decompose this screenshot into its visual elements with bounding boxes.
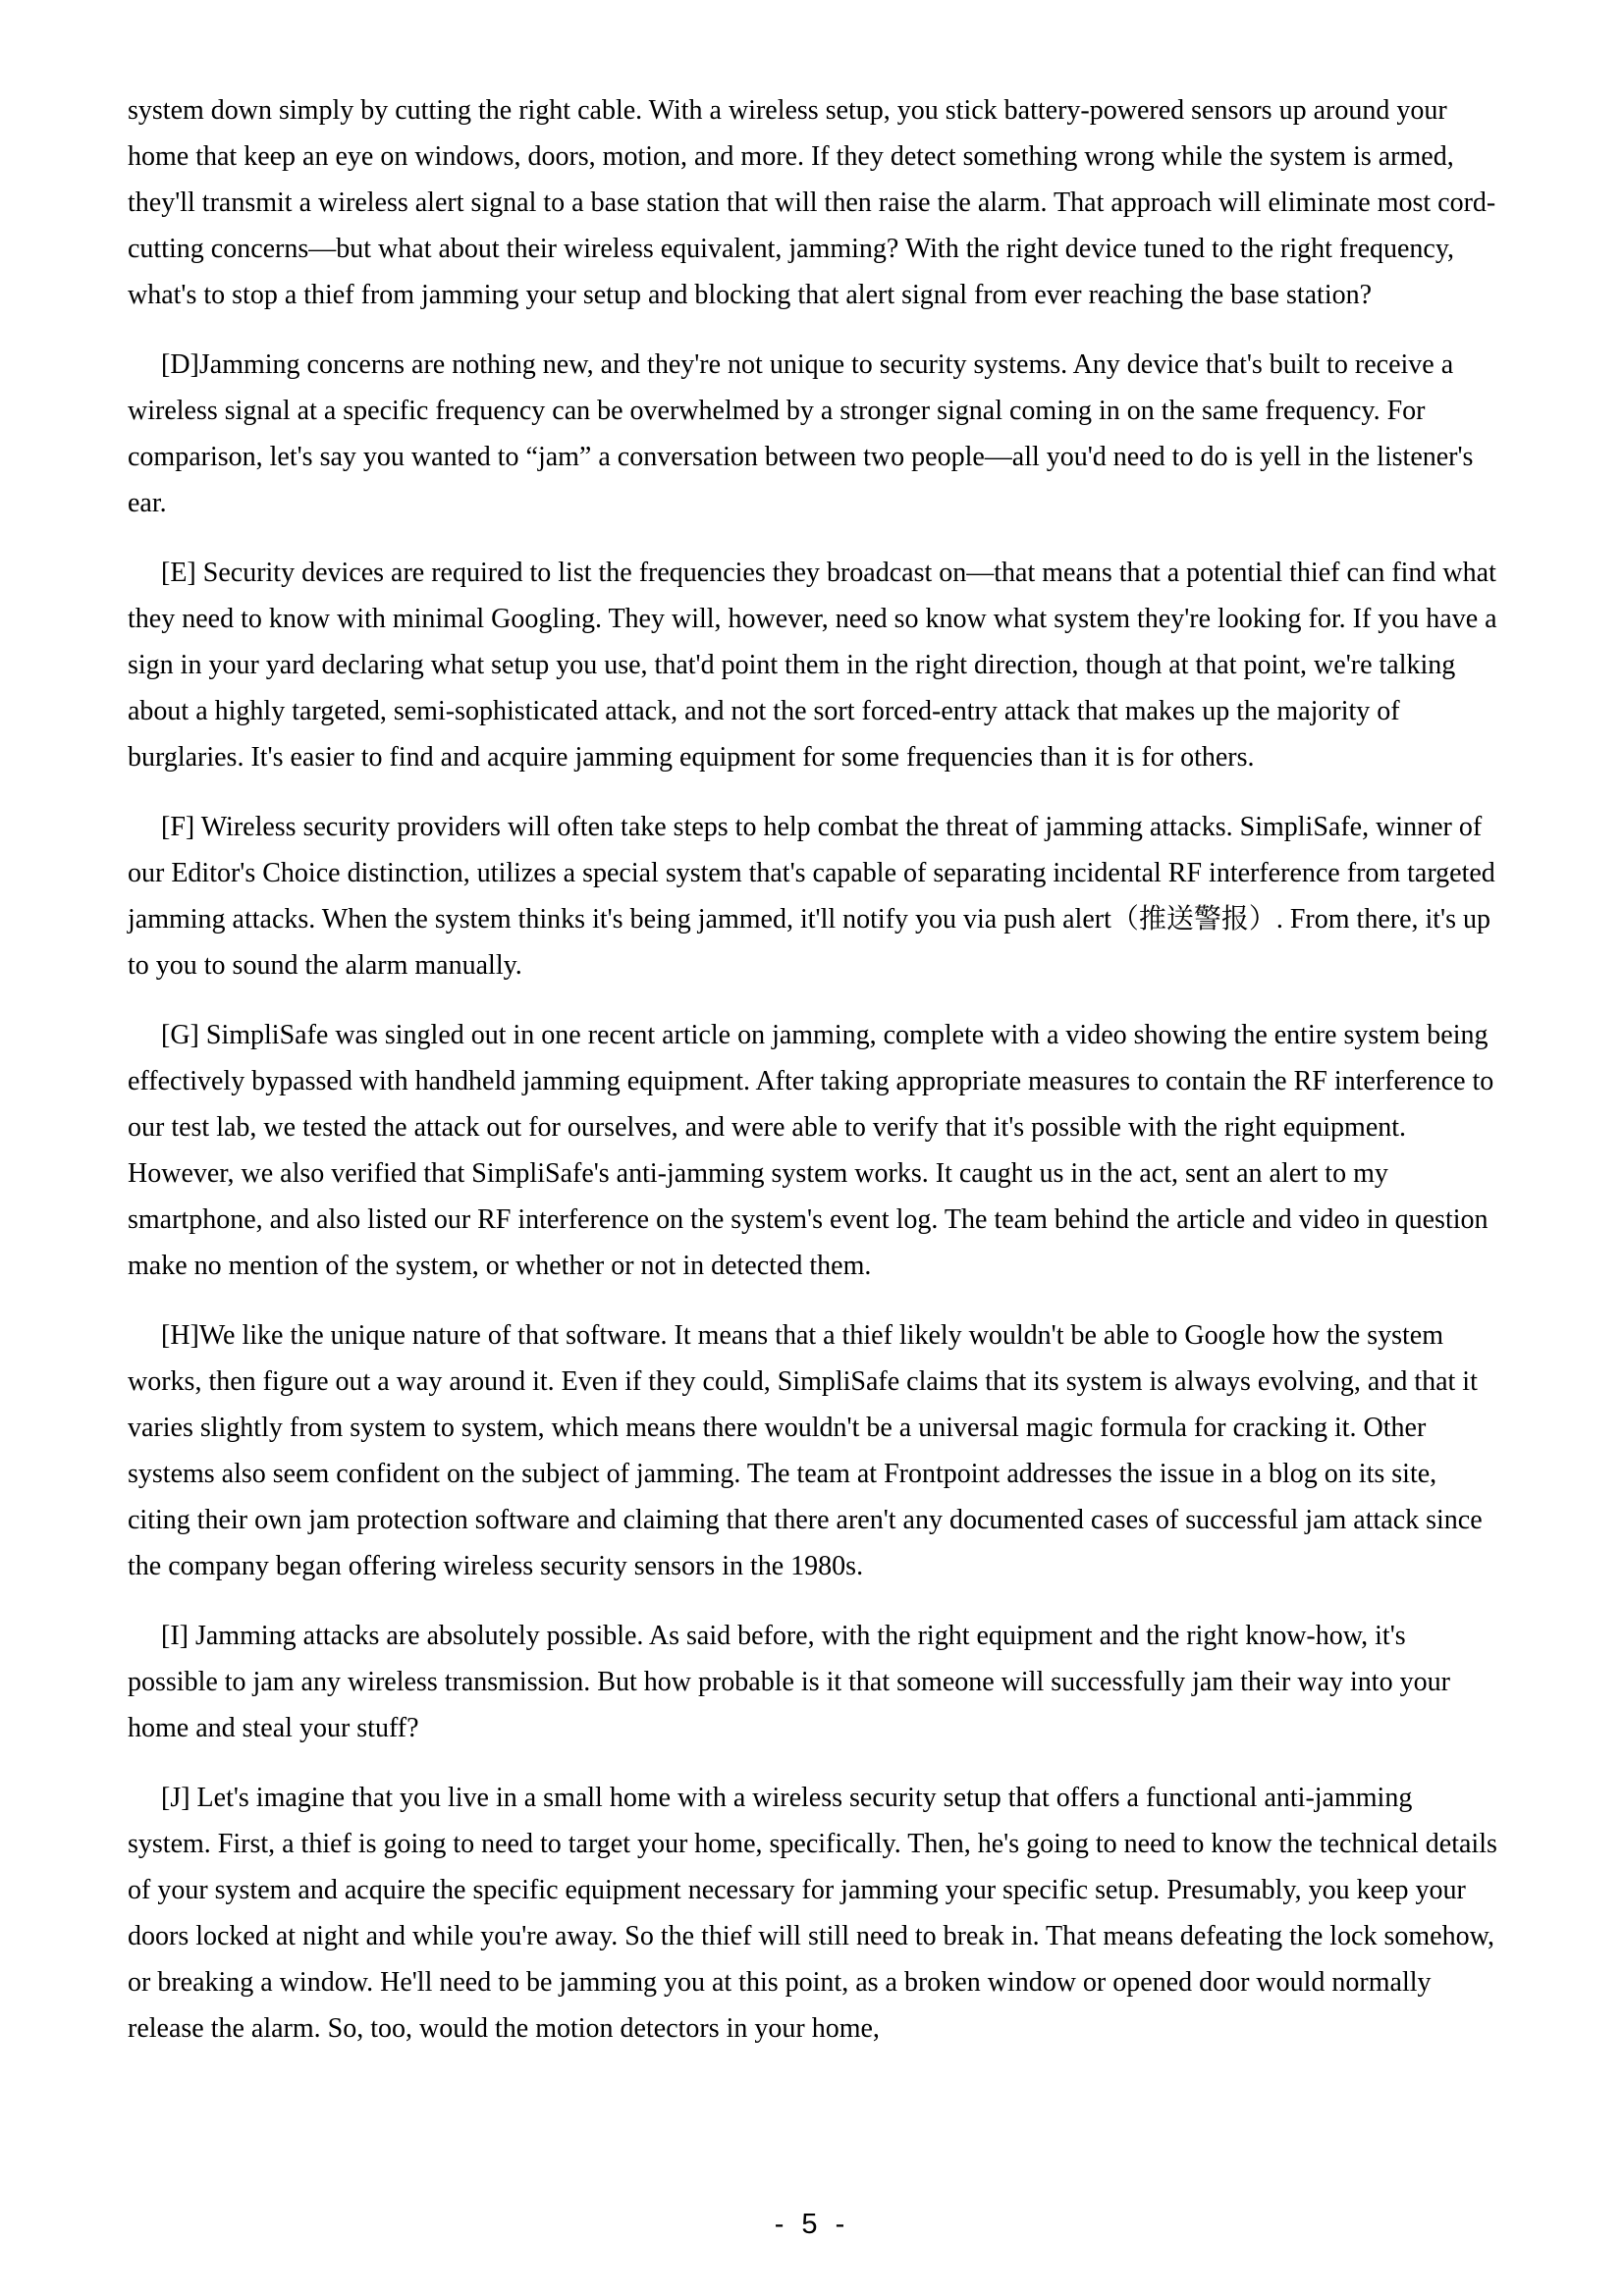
paragraph xyxy=(128,342,1500,526)
paragraph-label: [H] xyxy=(161,1320,199,1351)
paragraph xyxy=(128,1775,1500,2052)
paragraph-text: Let's imagine that you live in a small home with a wireless security setup that offers a functional anti-jamming system. First, a thief is going to need to target your home, specifically. Then, he's going to need to know the technical details of your system and acquire the specific equipment necessary for jamming your specific setup. Presumably, you keep your doors locked at night and while you're away. So the thief will still need to break in. That means defeating the lock somehow, or breaking a window. He'll need to be jamming you at this point, as a broken window or opened door would normally release the alarm. So, too, would the motion detectors in your home, xyxy=(128,1783,1497,2044)
paragraph-text: SimpliSafe was singled out in one recent article on jamming, complete with a video showing the entire system being effectively bypassed with handheld jamming equipment. After taking appropriate measures to contain the RF interference to our test lab, we tested the attack out for ourselves, and were able to verify that it's possible with the right equipment. However, we also verified that SimpliSafe's anti-jamming system works. It caught us in the act, sent an alert to my smartphone, and also listed our RF interference on the system's event log. The team behind the article and video in question make no mention of the system, or whether or not in detected them. xyxy=(128,1020,1494,1281)
paragraph-label: [I] xyxy=(161,1621,189,1651)
paragraph-text: system down simply by cutting the right cable. With a wireless setup, you stick battery-powered sensors up around your home that keep an eye on windows, doors, motion, and more. If they detect something wrong while the system is armed, they'll transmit a wireless alert signal to a base station that will then raise the alarm. That approach will eliminate most cord-cutting concerns—but what about their wireless equivalent, jamming? With the right device tuned to the right frequency, what's to stop a thief from jamming your setup and blocking that alert signal from ever reaching the base station? xyxy=(128,95,1496,310)
paragraph xyxy=(128,1613,1500,1751)
paragraph-text: Wireless security providers will often take steps to help combat the threat of jamming attacks. SimpliSafe, winner of our Editor's Choice distinction, utilizes a special system that's capable of separating incidental RF interference from targeted jamming attacks. When the system thinks it's being jammed, it'll notify you via push alert（推送警报）. From there, it's up to you to sound the alarm manually. xyxy=(128,812,1495,981)
paragraph-label: [E] xyxy=(161,558,196,588)
paragraph-text: Jamming attacks are absolutely possible. As said before, with the right equipment and the right know-how, it's possible to jam any wireless transmission. But how probable is it that someone will successfully jam their way into your home and steal your stuff? xyxy=(128,1621,1450,1743)
paragraph-text: Jamming concerns are nothing new, and they're not unique to security systems. Any device that's built to receive a wireless signal at a specific frequency can be overwhelmed by a stronger signal coming in on the same frequency. For comparison, let's say you wanted to “jam” a conversation between two people—all you'd need to do is yell in the listener's ear. xyxy=(128,349,1474,518)
paragraph xyxy=(128,87,1500,318)
page-number: - 5 - xyxy=(774,2209,850,2240)
paragraph-text: Security devices are required to list the frequencies they broadcast on—that means that a potential thief can find what they need to know with minimal Googling. They will, however, need so know what system they're looking for. If you have a sign in your yard declaring what setup you use, that'd point them in the right direction, though at that point, we're talking about a highly targeted, semi-sophisticated attack, and not the sort forced-entry attack that makes up the majority of burglaries. It's easier to find and acquire jamming equipment for some frequencies than it is for others. xyxy=(128,558,1497,773)
paragraph-label: [D] xyxy=(161,349,199,380)
paragraph-label: [G] xyxy=(161,1020,199,1050)
document-content xyxy=(128,87,1500,2075)
paragraph xyxy=(128,550,1500,780)
paragraph xyxy=(128,1012,1500,1289)
paragraph-label: [F] xyxy=(161,812,195,842)
paragraph xyxy=(128,804,1500,988)
paragraph-label: [J] xyxy=(161,1783,190,1813)
paragraph xyxy=(128,1312,1500,1589)
paragraph-text: We like the unique nature of that software. It means that a thief likely wouldn't be able to Google how the system works, then figure out a way around it. Even if they could, SimpliSafe claims that its system is always evolving, and that it varies slightly from system to system, which means there wouldn't be a universal magic formula for cracking it. Other systems also seem confident on the subject of jamming. The team at Frontpoint addresses the issue in a blog on its site, citing their own jam protection software and claiming that there aren't any documented cases of successful jam attack since the company began offering wireless security sensors in the 1980s. xyxy=(128,1320,1483,1581)
